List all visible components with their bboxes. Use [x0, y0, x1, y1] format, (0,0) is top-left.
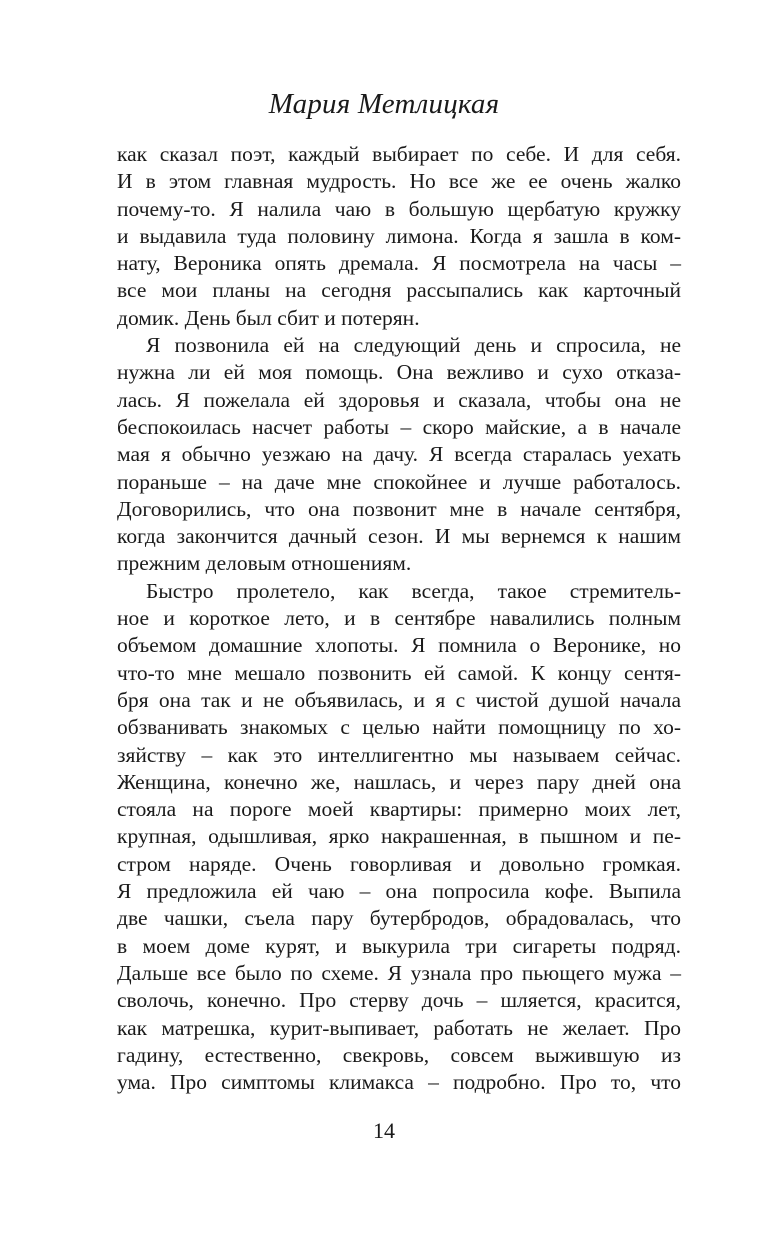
- text-line: И в этом главная мудрость. Но все же ее очень жалко: [117, 169, 681, 194]
- text-line: прежним деловым отношениям.: [117, 551, 412, 576]
- running-head-author: Мария Метлицкая: [268, 88, 500, 120]
- text-line: нужна ли ей моя помощь. Она вежливо и сухо отказа-: [117, 360, 681, 385]
- text-line: стояла на пороге моей квартиры: примерно моих лет,: [117, 797, 681, 822]
- text-line: в моем доме курят, и выкурила три сигареты подряд.: [117, 933, 681, 958]
- text-line: мая я обычно уезжаю на дачу. Я всегда старалась уехать: [117, 442, 681, 467]
- text-line: обзванивать знакомых с целью найти помощницу по хо-: [117, 715, 681, 740]
- text-line: гадину, естественно, свекровь, совсем выжившую из: [117, 1042, 681, 1067]
- text-line: и выдавила туда половину лимона. Когда я зашла в ком-: [117, 223, 681, 248]
- page-number: 14: [373, 1118, 395, 1143]
- text-line: две чашки, съела пару бутербродов, обрадовалась, что: [117, 906, 681, 931]
- text-line: почему-то. Я налила чаю в большую щербатую кружку: [117, 196, 681, 221]
- body-text: [117, 141, 681, 1096]
- text-line: пораньше – на даче мне спокойнее и лучше работалось.: [117, 469, 681, 494]
- text-line: лась. Я пожелала ей здоровья и сказала, чтобы она не: [117, 387, 681, 412]
- text-line: крупная, одышливая, ярко накрашенная, в пышном и пе-: [117, 824, 681, 849]
- text-line: что-то мне мешало позвонить ей самой. К концу сентя-: [117, 660, 681, 685]
- text-line: бря она так и не объявилась, и я с чистой душой начала: [117, 687, 681, 712]
- text-line: беспокоилась насчет работы – скоро майские, а в начале: [117, 414, 681, 439]
- text-line: Дальше все было по схеме. Я узнала про пьющего мужа –: [117, 960, 681, 985]
- text-line: ное и короткое лето, и в сентябре навалились полным: [117, 606, 681, 631]
- text-line: когда закончится дачный сезон. И мы вернемся к нашим: [117, 524, 681, 549]
- text-line: Договорились, что она позвонит мне в начале сентября,: [117, 496, 681, 521]
- text-line: зяйству – как это интеллигентно мы называем сейчас.: [117, 742, 681, 767]
- text-line: нату, Вероника опять дремала. Я посмотрела на часы –: [117, 251, 681, 276]
- text-line: все мои планы на сегодня рассыпались как карточный: [117, 278, 681, 303]
- text-line: Быстро пролетело, как всегда, такое стремитель-: [146, 578, 681, 603]
- text-line: ума. Про симптомы климакса – подробно. Про то, что: [117, 1070, 681, 1095]
- text-line: объемом домашние хлопоты. Я помнила о Веронике, но: [117, 633, 681, 658]
- text-line: Женщина, конечно же, нашлась, и через пару дней она: [117, 769, 681, 794]
- text-line: сволочь, конечно. Про стерву дочь – шляется, красится,: [117, 988, 681, 1013]
- text-line: домик. День был сбит и потерян.: [117, 305, 420, 330]
- text-line: Я позвонила ей на следующий день и спросила, не: [146, 333, 681, 358]
- text-line: как сказал поэт, каждый выбирает по себе. И для себя.: [117, 142, 681, 166]
- text-line: как матрешка, курит-выпивает, работать не желает. Про: [117, 1015, 681, 1040]
- text-line: стром наряде. Очень говорливая и довольно громкая.: [117, 851, 681, 876]
- text-line: Я предложила ей чаю – она попросила кофе. Выпила: [117, 879, 681, 904]
